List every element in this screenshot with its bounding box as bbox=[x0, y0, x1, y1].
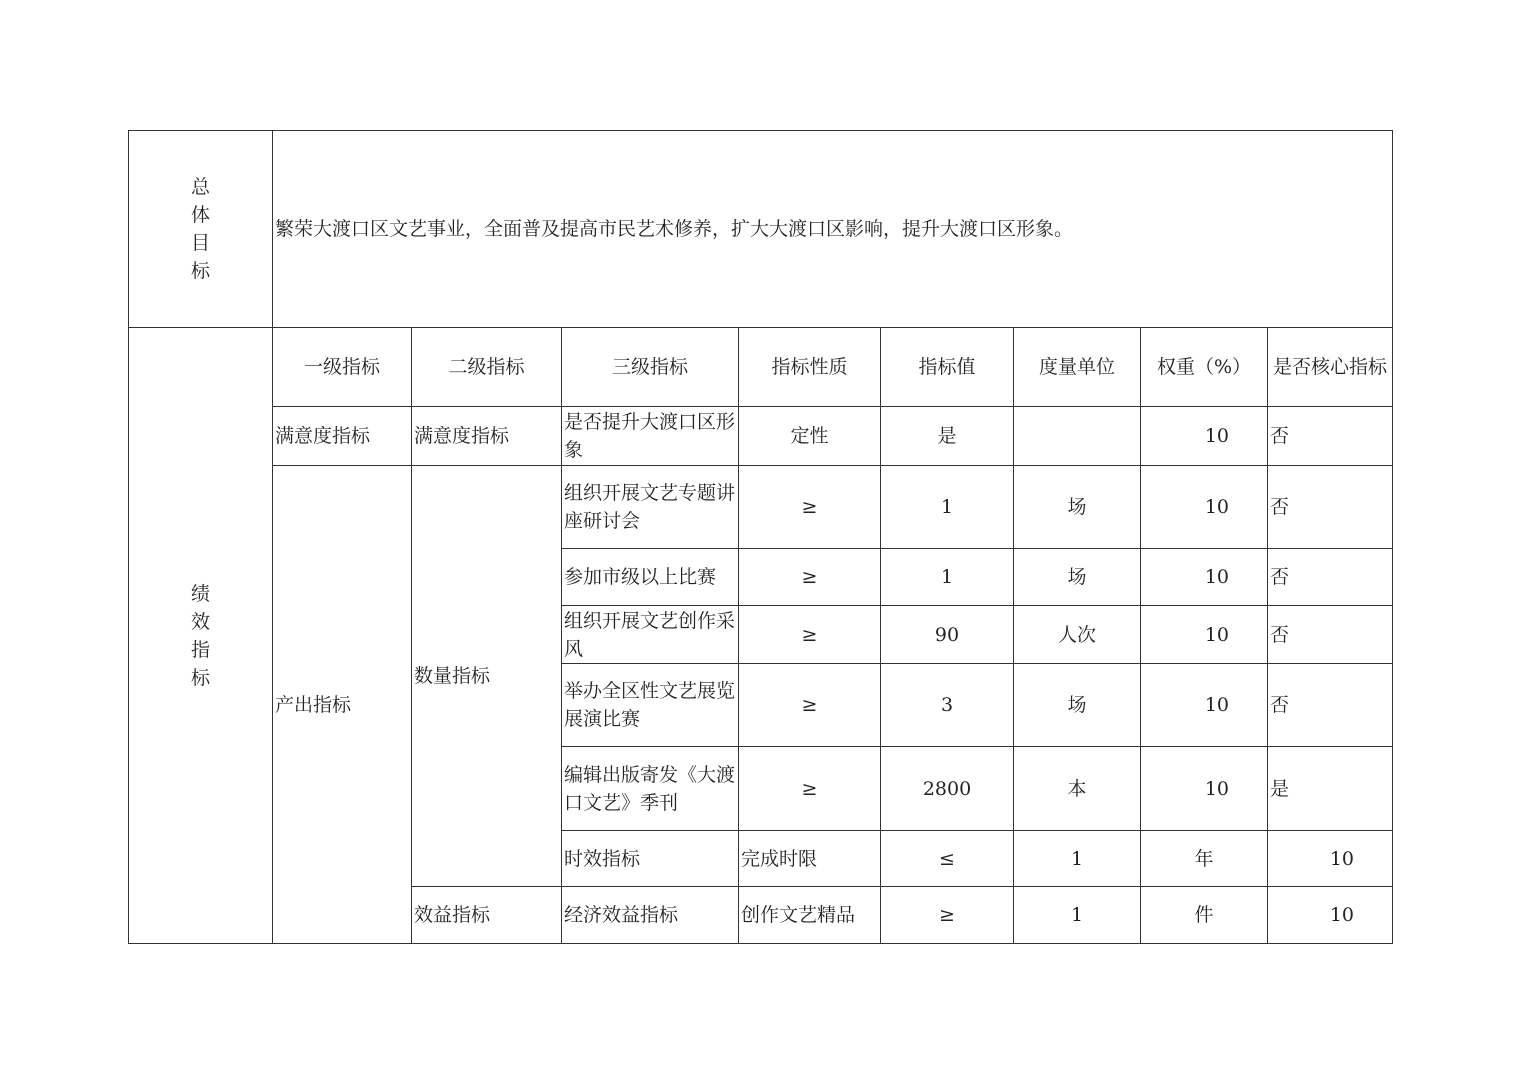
level1-cell: 满意度指标 bbox=[273, 407, 412, 466]
indicators-label-cell bbox=[129, 328, 273, 944]
goal-label: 总体目标 bbox=[190, 176, 210, 282]
header-level2: 二级指标 bbox=[412, 328, 562, 407]
table-row bbox=[129, 466, 1393, 549]
weight-cell: 10 bbox=[1141, 407, 1268, 466]
value-cell: 1 bbox=[881, 549, 1014, 606]
weight-cell: 10 bbox=[1141, 664, 1268, 747]
unit-cell: 场 bbox=[1014, 466, 1141, 549]
unit-cell: 场 bbox=[1014, 664, 1141, 747]
nature-cell: ≥ bbox=[739, 549, 881, 606]
unit-cell: 件 bbox=[1141, 887, 1268, 944]
nature-cell: ≥ bbox=[739, 606, 881, 664]
indicators-label: 绩效指标 bbox=[190, 582, 210, 689]
weight-cell: 10 bbox=[1268, 887, 1393, 944]
header-weight: 权重（%） bbox=[1141, 328, 1268, 407]
nature-cell: ≥ bbox=[881, 887, 1014, 944]
nature-cell: ≥ bbox=[739, 466, 881, 549]
core-cell: 否 bbox=[1268, 407, 1393, 466]
value-cell: 90 bbox=[881, 606, 1014, 664]
core-cell: 否 bbox=[1268, 606, 1393, 664]
level1-cell: 效益指标 bbox=[412, 887, 562, 944]
level2-cell: 满意度指标 bbox=[412, 407, 562, 466]
header-level1: 一级指标 bbox=[273, 328, 412, 407]
level2-cell: 数量指标 bbox=[412, 466, 562, 887]
goal-text: 繁荣大渡口区文艺事业，全面普及提高市民艺术修养，扩大大渡口区影响，提升大渡口区形象。 bbox=[273, 131, 1393, 328]
level3-cell: 是否提升大渡口区形象 bbox=[562, 407, 739, 466]
core-cell: 否 bbox=[1268, 664, 1393, 747]
nature-cell: 定性 bbox=[739, 407, 881, 466]
level3-cell: 完成时限 bbox=[739, 831, 881, 887]
core-cell: 是 bbox=[1268, 747, 1393, 831]
header-level3: 三级指标 bbox=[562, 328, 739, 407]
level1-cell: 产出指标 bbox=[273, 466, 412, 944]
level3-cell: 创作文艺精品 bbox=[739, 887, 881, 944]
level2-cell: 时效指标 bbox=[562, 831, 739, 887]
weight-cell: 10 bbox=[1141, 747, 1268, 831]
header-nature: 指标性质 bbox=[739, 328, 881, 407]
value-cell: 是 bbox=[881, 407, 1014, 466]
weight-cell: 10 bbox=[1141, 606, 1268, 664]
value-cell: 1 bbox=[1014, 887, 1141, 944]
unit-cell: 场 bbox=[1014, 549, 1141, 606]
weight-cell: 10 bbox=[1141, 549, 1268, 606]
level3-cell: 参加市级以上比赛 bbox=[562, 549, 739, 606]
core-cell: 否 bbox=[1268, 549, 1393, 606]
goal-label-cell bbox=[129, 131, 273, 328]
nature-cell: ≤ bbox=[881, 831, 1014, 887]
header-core: 是否核心指标 bbox=[1268, 328, 1393, 407]
unit-cell bbox=[1014, 407, 1141, 466]
level3-cell: 举办全区性文艺展览展演比赛 bbox=[562, 664, 739, 747]
level3-cell: 编辑出版寄发《大渡口文艺》季刊 bbox=[562, 747, 739, 831]
weight-cell: 10 bbox=[1268, 831, 1393, 887]
header-value: 指标值 bbox=[881, 328, 1014, 407]
unit-cell: 本 bbox=[1014, 747, 1141, 831]
value-cell: 2800 bbox=[881, 747, 1014, 831]
level2-cell: 经济效益指标 bbox=[562, 887, 739, 944]
level3-cell: 组织开展文艺创作采风 bbox=[562, 606, 739, 664]
core-cell: 否 bbox=[1268, 466, 1393, 549]
table-row bbox=[129, 407, 1393, 466]
weight-cell: 10 bbox=[1141, 466, 1268, 549]
value-cell: 3 bbox=[881, 664, 1014, 747]
value-cell: 1 bbox=[881, 466, 1014, 549]
unit-cell: 人次 bbox=[1014, 606, 1141, 664]
value-cell: 1 bbox=[1014, 831, 1141, 887]
nature-cell: ≥ bbox=[739, 664, 881, 747]
header-unit: 度量单位 bbox=[1014, 328, 1141, 407]
unit-cell: 年 bbox=[1141, 831, 1268, 887]
nature-cell: ≥ bbox=[739, 747, 881, 831]
performance-target-table bbox=[128, 130, 1393, 944]
level3-cell: 组织开展文艺专题讲座研讨会 bbox=[562, 466, 739, 549]
